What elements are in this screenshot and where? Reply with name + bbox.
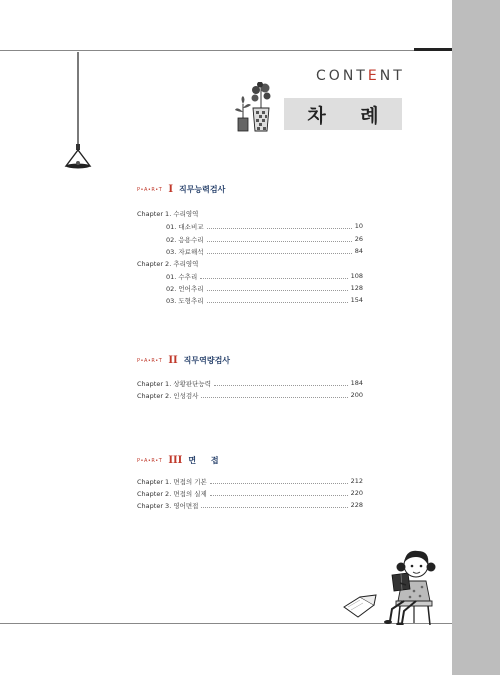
toc-label: 01. 수추리: [166, 272, 198, 281]
content-letter: C: [316, 68, 329, 84]
toc-page: 184: [350, 379, 363, 387]
toc-row[interactable]: [166, 283, 363, 293]
content-heading: [316, 68, 405, 84]
part-title: 직무능력검사: [179, 185, 226, 194]
dot-leader: [201, 392, 347, 398]
toc-label: 03. 도형추리: [166, 296, 204, 305]
toc-title-box: [284, 98, 402, 130]
hanging-lamp-icon: [60, 52, 96, 172]
toc-page: 200: [350, 391, 363, 399]
top-rule: [0, 50, 452, 51]
part-tag: P•A•R•T: [137, 457, 163, 464]
toc-page: 26: [354, 235, 363, 243]
content-letter: N: [342, 68, 357, 84]
dot-leader: [207, 236, 352, 242]
toc-page: 84: [354, 247, 363, 255]
reading-girl-icon: [340, 545, 448, 625]
toc-label: 01. 대소비교: [166, 222, 204, 231]
toc-label: 03. 자료해석: [166, 247, 204, 256]
toc-row[interactable]: [137, 500, 363, 510]
content-letter: T: [356, 68, 368, 84]
toc-label: Chapter 2. 추리영역: [137, 259, 199, 268]
toc-label: Chapter 1. 상황판단능력: [137, 379, 211, 388]
toc-page: 220: [350, 489, 363, 497]
dot-leader: [214, 380, 348, 386]
content-letter: T: [393, 68, 405, 84]
toc-row[interactable]: [137, 378, 363, 388]
toc-page: 154: [350, 296, 363, 304]
toc-page: 128: [350, 284, 363, 292]
toc-row[interactable]: [166, 295, 363, 305]
toc-row[interactable]: [137, 488, 363, 498]
dot-leader: [210, 490, 348, 496]
toc-label: Chapter 1. 면접의 기본: [137, 477, 207, 486]
part-tag: P•A•R•T: [137, 357, 163, 364]
toc-row[interactable]: [166, 221, 363, 231]
part-numeral: I: [168, 184, 173, 195]
part-1-heading: [137, 184, 225, 195]
part-tag: P•A•R•T: [137, 186, 163, 193]
toc-label: Chapter 2. 면접의 실제: [137, 489, 207, 498]
toc-row[interactable]: [166, 271, 363, 281]
toc-label: 02. 응용수리: [166, 235, 204, 244]
toc-page: 10: [354, 222, 363, 230]
part-title: 면 접: [188, 456, 225, 465]
toc-row[interactable]: [137, 476, 363, 486]
toc-label: 02. 언어추리: [166, 284, 204, 293]
dot-leader: [207, 285, 348, 291]
toc-page: 228: [350, 501, 363, 509]
toc-page: 108: [350, 272, 363, 280]
dot-leader: [210, 478, 348, 484]
toc-row[interactable]: [137, 208, 363, 218]
toc-row[interactable]: [137, 390, 363, 400]
toc-row[interactable]: [137, 258, 363, 268]
dot-leader: [207, 223, 352, 229]
toc-label: Chapter 2. 인성검사: [137, 391, 199, 400]
dot-leader: [207, 297, 348, 303]
part-3-heading: [137, 455, 225, 466]
toc-title: 차 례: [307, 104, 393, 127]
toc-label: Chapter 3. 영어면접: [137, 501, 199, 510]
top-rule-accent: [414, 48, 452, 51]
part-title: 직무역량검사: [183, 356, 231, 365]
part-numeral: II: [168, 355, 178, 366]
toc-row[interactable]: [166, 246, 363, 256]
dot-leader: [200, 273, 347, 279]
side-band: [452, 0, 500, 675]
dot-leader: [207, 248, 352, 254]
part-2-heading: [137, 355, 230, 366]
dot-leader: [201, 502, 347, 508]
part-numeral: III: [168, 455, 183, 466]
potted-plants-icon: [232, 82, 274, 132]
content-letter: E: [367, 68, 380, 84]
toc-label: Chapter 1. 수리영역: [137, 209, 199, 218]
content-letter: N: [379, 68, 394, 84]
content-letter: O: [328, 68, 343, 84]
toc-row[interactable]: [166, 234, 363, 244]
toc-page: 212: [350, 477, 363, 485]
